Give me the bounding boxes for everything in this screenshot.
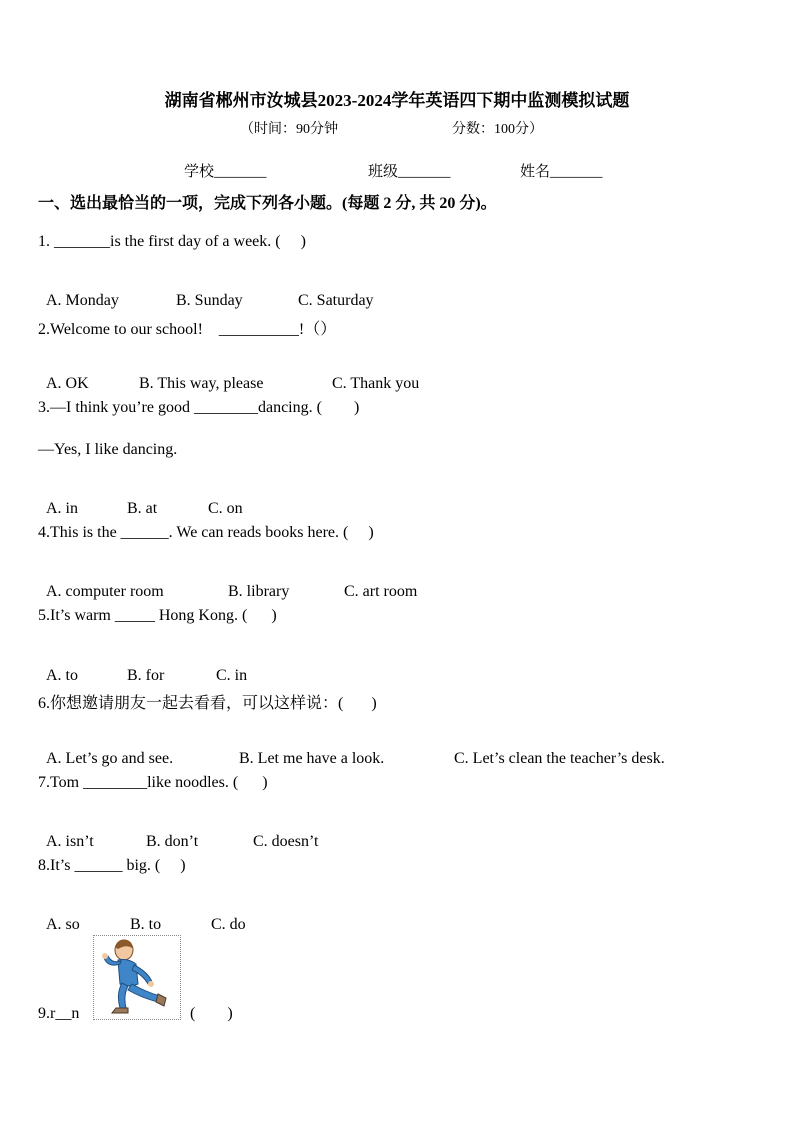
option: C. Let’s clean the teacher’s desk. — [454, 750, 665, 767]
question-3: 3.—I think you’re good ________dancing. ( ) — [38, 399, 360, 416]
options-8 — [38, 898, 246, 934]
option: A. isn’t — [46, 833, 94, 850]
option: C. in — [216, 667, 248, 684]
class-field: 班级_______ — [368, 164, 451, 180]
option: A. in — [46, 500, 78, 517]
exam-time: （时间：90分钟 — [240, 122, 338, 137]
question-4: 4.This is the ______. We can reads books here. ( ) — [38, 524, 374, 541]
question-5: 5.It’s warm _____ Hong Kong. ( ) — [38, 607, 277, 624]
option: B. at — [127, 500, 158, 517]
option: A. so — [46, 916, 80, 933]
option: C. on — [208, 500, 243, 517]
option: B. library — [228, 583, 290, 600]
answer-bracket: ( ) — [190, 1005, 233, 1022]
option: C. art room — [344, 583, 418, 600]
option: C. do — [211, 916, 246, 933]
running-boy-icon — [94, 936, 180, 1019]
option: A. computer room — [46, 583, 164, 600]
option: C. Thank you — [332, 375, 420, 392]
page-title: 湖南省郴州市汝城县2023-2024学年英语四下期中监测模拟试题 — [164, 91, 630, 110]
options-7 — [38, 815, 318, 851]
section-title: 一、选出最恰当的一项，完成下列各小题。(每题 2 分, 共 20 分)。 — [38, 195, 497, 212]
option: A. Let’s go and see. — [46, 750, 174, 767]
options-2 — [38, 357, 419, 393]
running-boy-picture — [93, 935, 181, 1020]
option: B. This way, please — [139, 375, 264, 392]
name-field: 姓名_______ — [520, 164, 603, 180]
options-3 — [38, 482, 243, 518]
question-7: 7.Tom ________like noodles. ( ) — [38, 774, 268, 791]
question-3-reply: —Yes, I like dancing. — [38, 441, 178, 458]
option: A. OK — [46, 375, 89, 392]
option: A. to — [46, 667, 78, 684]
exam-score: 分数：100分） — [452, 122, 543, 137]
options-4 — [38, 565, 417, 601]
options-5 — [38, 649, 247, 685]
question-9: 9.r__n — [38, 1005, 80, 1022]
options-1 — [38, 274, 374, 310]
option: B. don’t — [146, 833, 199, 850]
option: C. Saturday — [298, 292, 374, 309]
question-2: 2.Welcome to our school! __________!（） — [38, 321, 337, 338]
option: A. Monday — [46, 292, 119, 309]
option: B. Let me have a look. — [239, 750, 385, 767]
option: C. doesn’t — [253, 833, 319, 850]
question-8: 8.It’s ______ big. ( ) — [38, 857, 186, 874]
option: B. to — [130, 916, 162, 933]
option: B. for — [127, 667, 165, 684]
question-6: 6.你想邀请朋友一起去看看，可以这样说：( ) — [38, 695, 377, 712]
options-6 — [38, 732, 665, 768]
option: B. Sunday — [176, 292, 243, 309]
school-field: 学校_______ — [184, 164, 267, 180]
question-1: 1. _______is the first day of a week. ( ) — [38, 233, 306, 250]
